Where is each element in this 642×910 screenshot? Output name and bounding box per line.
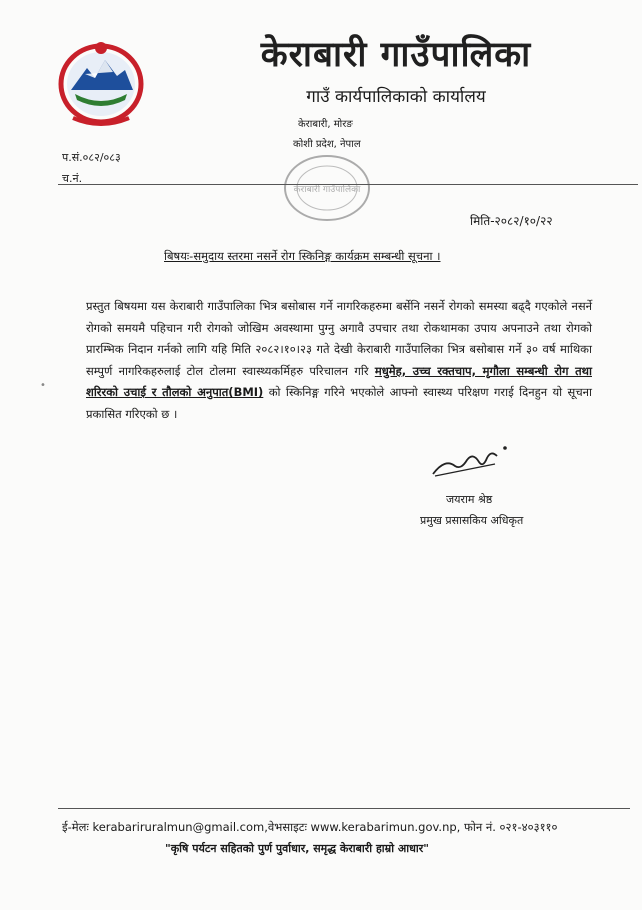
body-part-2: को स्किनिङ्ग गरिने भएकोले आफ्नो स्वास्थ्य परिक्षण गराई दिनहुन यो सूचना प्रकासित गरिएको छ ।	[86, 385, 592, 421]
stamp-text: केराबारी गाउँपालिका	[293, 185, 361, 195]
signatory-title: प्रमुख प्रसासकिय अधिकृत	[420, 514, 524, 527]
address-line-2: कोशी प्रदेश, नेपाल	[293, 139, 361, 150]
margin-mark: •	[40, 380, 46, 391]
letter-date: मिति-२०८२/१०/२२	[470, 214, 553, 228]
dispatch-number: च.नं.	[62, 172, 83, 185]
address-line-1: केराबारी, मोरङ	[298, 119, 353, 130]
office-name: गाउँ कार्यपालिकाको कार्यालय	[306, 87, 486, 107]
body-emphasis: मधुमेह, उच्च रक्तचाप, मृगौला सम्बन्धी रोग तथा शरिरको उचाई र तौलको अनुपात(BMI)	[86, 363, 592, 400]
footer-divider	[58, 808, 630, 809]
government-emblem-logo	[55, 38, 147, 128]
signatory-name: जयराम श्रेष्ठ	[446, 493, 493, 506]
handwritten-signature	[425, 440, 515, 482]
reference-number: प.सं.०८२/०८३	[62, 151, 121, 164]
organization-name: केराबारी गाउँपालिका	[260, 35, 532, 75]
footer-slogan: "कृषि पर्यटन सहितको पुर्ण पुर्वाधार, समृद्ध केराबारी हाम्रो आधार"	[165, 842, 429, 855]
header-divider	[58, 184, 638, 185]
letter-body	[86, 296, 592, 426]
office-stamp	[280, 152, 375, 224]
footer-contact: ई-मेलः kerabariruralmun@gmail.com,वेभसाइटः www.kerabarimun.gov.np, फोन नं. ०२१-४०३११०	[62, 820, 558, 834]
letter-subject: बिषयः-समुदाय स्तरमा नसर्ने रोग स्किनिङ्ग कार्यक्रम सम्बन्धी सूचना ।	[164, 249, 441, 263]
body-part-1: प्रस्तुत बिषयमा यस केराबारी गाउँपालिका भित्र बसोबास गर्ने नागरिकहरुमा बर्सेनि नसर्ने रोगको समस्या बढ्दै गएकोले नसर्ने रोगको समयमै पहिचान गरी रोगको जोखिम अवस्थामा पुग्नु अगावै उपचार तथा रोकथामका उपाय अपनाउने तथा रोगको प्रारम्भिक निदान गर्नको लागि यहि मिति २०८२।१०।२३ गते देखी केराबारी गाउँपालिका भित्र बसोबास गर्ने ३० वर्ष माथिका सम्पुर्ण नागरिकहरुलाई टोल टोलमा स्वास्थ्यकर्मिहरु परिचालन गरि	[86, 299, 592, 378]
